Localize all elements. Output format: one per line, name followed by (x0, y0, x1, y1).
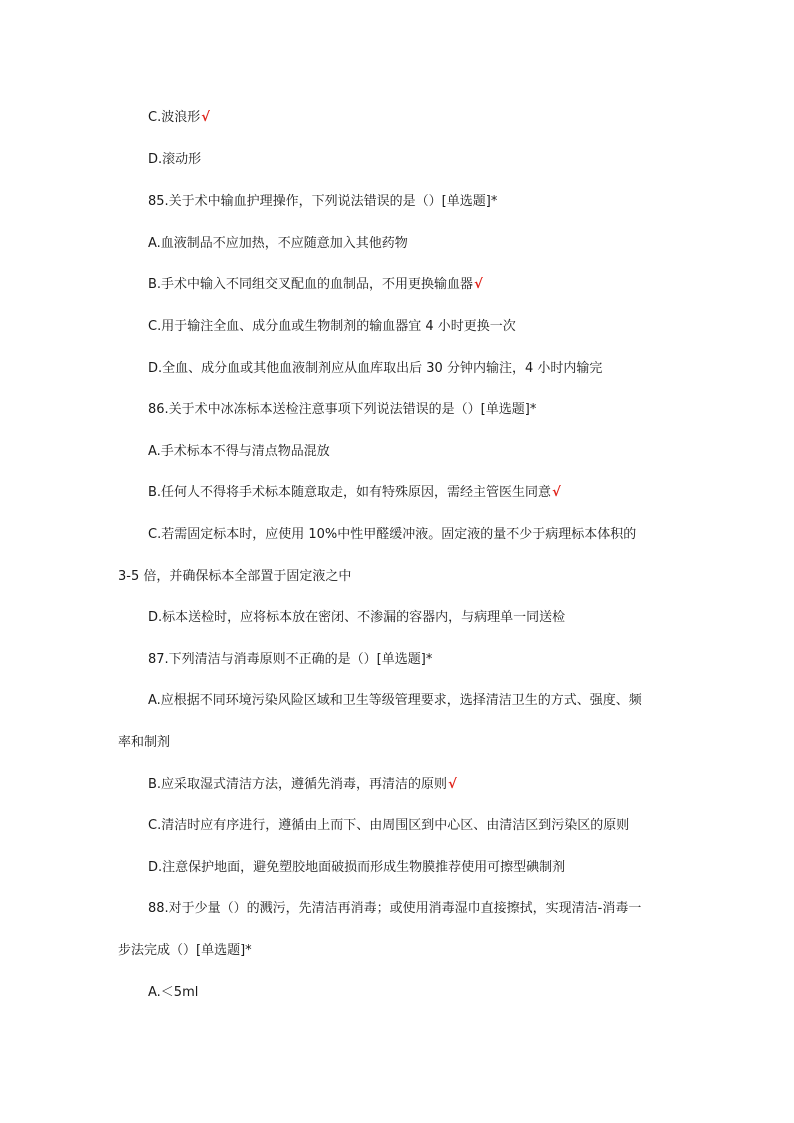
q87-option-b (148, 775, 457, 795)
q87-option-d (148, 858, 565, 878)
option-text: 3-5 倍，并确保标本全部置于固定液之中 (118, 569, 352, 584)
question-86 (148, 400, 536, 420)
check-mark-icon: √ (448, 777, 457, 792)
q85-option-b (148, 275, 483, 295)
option-c-wave (148, 108, 210, 128)
question-text: 87.下列清洁与消毒原则不正确的是（）[单选题]* (148, 652, 433, 667)
q86-option-a (148, 442, 330, 462)
option-text: D.标本送检时，应将标本放在密闭、不渗漏的容器内，与病理单一同送检 (148, 610, 566, 625)
q85-option-c (148, 317, 516, 337)
option-text: D.注意保护地面，避免塑胶地面破损而形成生物膜推荐使用可擦型碘制剂 (148, 860, 566, 875)
check-mark-icon: √ (201, 110, 210, 125)
question-text: 88.对于少量（）的溅污，先清洁再消毒；或使用消毒湿巾直接擦拭，实现清洁-消毒一 (148, 901, 642, 916)
option-text: D.全血、成分血或其他血液制剂应从血库取出后 30 分钟内输注，4 小时内输完 (148, 361, 603, 376)
option-text: B.应采取湿式清洁方法，遵循先消毒，再清洁的原则 (148, 777, 448, 792)
check-mark-icon: √ (474, 277, 483, 292)
q86-option-d (148, 608, 565, 628)
option-text: A.应根据不同环境污染风险区域和卫生等级管理要求，选择清洁卫生的方式、强度、频 (148, 693, 642, 708)
question-87 (148, 650, 432, 670)
question-text: 85.关于术中输血护理操作，下列说法错误的是（）[单选题]* (148, 194, 498, 209)
option-text: B.手术中输入不同组交叉配血的血制品，不用更换输血器 (148, 277, 474, 292)
option-text: D.滚动形 (148, 152, 202, 167)
q86-option-c (148, 525, 636, 545)
option-d-roll (148, 150, 201, 170)
q87-option-c (148, 816, 629, 836)
question-88-continued (118, 941, 252, 961)
question-text: 86.关于术中冰冻标本送检注意事项下列说法错误的是（）[单选题]* (148, 402, 537, 417)
q86-option-b (148, 483, 561, 503)
question-text: 步法完成（）[单选题]* (118, 943, 252, 958)
option-text: A.手术标本不得与清点物品混放 (148, 444, 330, 459)
option-text: A.血液制品不应加热，不应随意加入其他药物 (148, 236, 408, 251)
q85-option-a (148, 234, 408, 254)
check-mark-icon: √ (552, 485, 561, 500)
option-text: C.用于输注全血、成分血或生物制剂的输血器宜 4 小时更换一次 (148, 319, 516, 334)
option-text: 率和制剂 (118, 735, 171, 750)
option-text: C.波浪形 (148, 110, 201, 125)
option-text: A.＜5ml (148, 985, 199, 1000)
option-text: C.清洁时应有序进行，遵循由上而下、由周围区到中心区、由清洁区到污染区的原则 (148, 818, 630, 833)
q87-option-a (148, 691, 642, 711)
question-88 (148, 899, 641, 919)
question-85 (148, 192, 497, 212)
option-text: C.若需固定标本时，应使用 10%中性甲醛缓冲液。固定液的量不少于病理标本体积的 (148, 527, 637, 542)
q86-option-c-continued (118, 567, 351, 587)
q88-option-a (148, 983, 198, 1003)
q87-option-a-continued (118, 733, 170, 753)
q85-option-d (148, 359, 602, 379)
option-text: B.任何人不得将手术标本随意取走，如有特殊原因，需经主管医生同意 (148, 485, 552, 500)
